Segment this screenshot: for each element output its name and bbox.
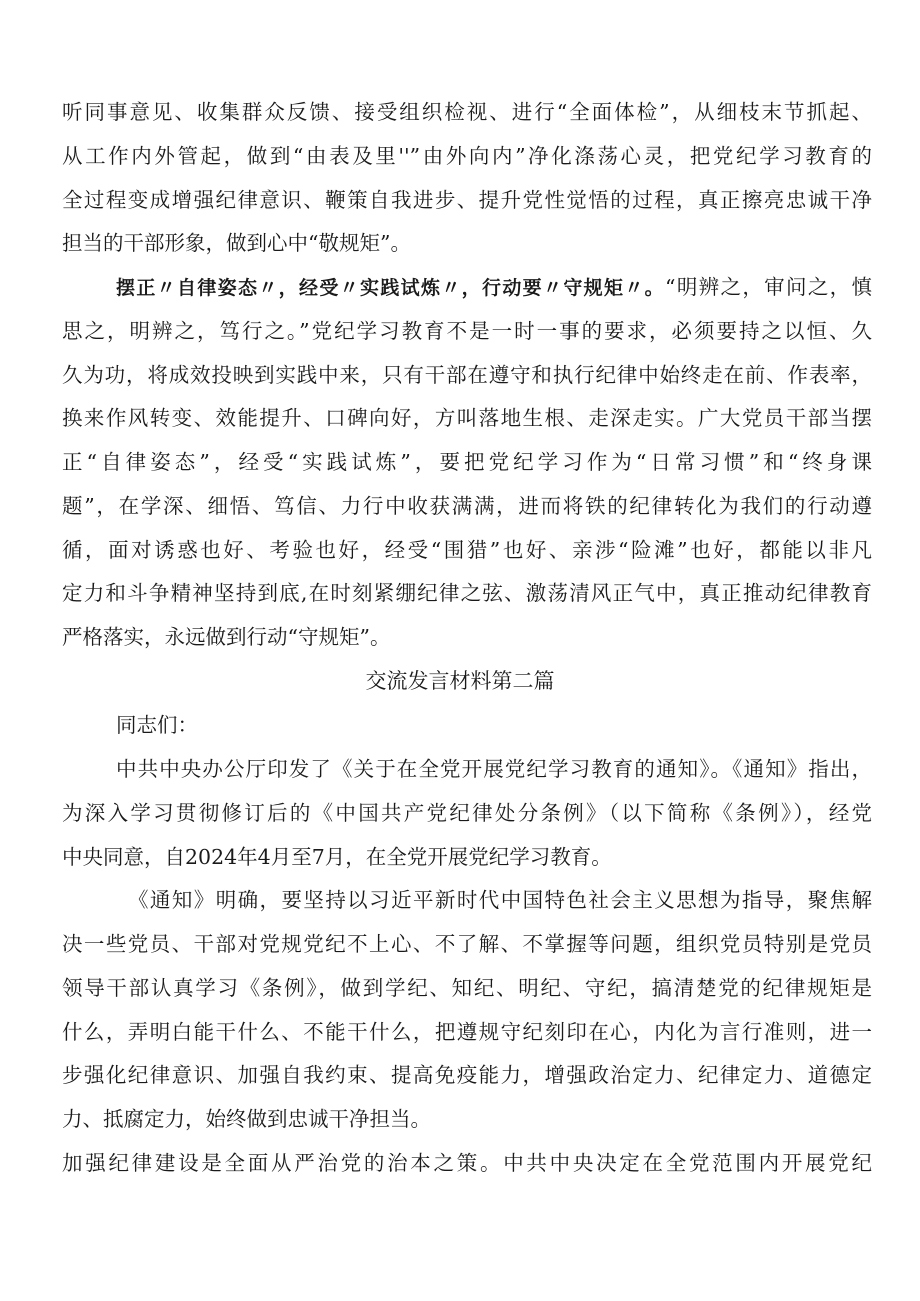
text-line: 《通知》明确，要坚持以习近平新时代中国特色社会主义思想为指导，聚焦解 — [128, 888, 872, 912]
text-line: 领导干部认真学习《条例》，做到学纪、知纪、明纪、守纪，搞清楚党的纪律规矩是 — [62, 976, 872, 1000]
text-line: 决一些党员、干部对党规党纪不上心、不了解、不掌握等问题，组织党员特别是党员 — [62, 932, 872, 956]
text-line: 听同事意见、收集群众反馈、接受组织检视、进行“全面体检”，从细枝末节抓起、 — [62, 100, 872, 124]
lead-rest-text: “明辨之，审问之，慎 — [665, 275, 872, 299]
text-line: 严格落实，永远做到行动“守规矩”。 — [62, 625, 391, 649]
text-line: 步强化纪律意识、加强自我约束、提高免疫能力，增强政治定力、纪律定力、道德定 — [62, 1063, 872, 1087]
greeting: 同志们： — [116, 713, 198, 737]
text-line: 加强纪律建设是全面从严治党的治本之策。中共中央决定在全党范围内开展党纪 — [62, 1151, 872, 1175]
text-line: 力、抵腐定力，始终做到忠诚干净担当。 — [62, 1107, 431, 1131]
text-line: 担当的干部形象，做到心中“敬规矩”。 — [62, 231, 411, 255]
text-line: 中央同意，自2024年4月至7月，在全党开展党纪学习教育。 — [62, 845, 612, 869]
text-line: 久为功，将成效投映到实践中来，只有干部在遵守和执行纪律中始终走在前、作表率， — [62, 363, 872, 387]
text-line: 换来作风转变、效能提升、口碑向好，方叫落地生根、走深走实。广大党员干部当摆 — [62, 406, 872, 430]
text-line: 为深入学习贯彻修订后的《中国共产党纪律处分条例》（以下简称《条例》），经党 — [62, 801, 872, 825]
text-line: 中共中央办公厅印发了《关于在全党开展党纪学习教育的通知》。《通知》指出， — [116, 757, 872, 781]
text-line: 正“自律姿态”，经受“实践试炼”，要把党纪学习作为“日常习惯”和“终身课 — [62, 450, 872, 474]
text-line: 思之，明辨之，笃行之。”党纪学习教育不是一时一事的要求，必须要持之以恒、久 — [62, 319, 872, 343]
bold-lead-text: 摆正〃自律姿态〃，经受〃实践试炼〃，行动要〃守规矩〃。 — [116, 277, 666, 299]
paragraph-lead-line — [116, 273, 872, 302]
section-heading: 交流发言材料第二篇 — [365, 669, 555, 693]
text-line: 题”，在学深、细悟、笃信、力行中收获满满，进而将铁的纪律转化为我们的行动遵 — [62, 494, 872, 518]
text-line: 循，面对诱惑也好、考验也好，经受“围猎”也好、亲涉“险滩”也好，都能以非凡 — [62, 538, 872, 562]
text-line: 什么，弄明白能干什么、不能干什么，把遵规守纪刻印在心，内化为言行准则，进一 — [62, 1020, 872, 1044]
text-line: 从工作内外管起，做到“由表及里''”由外向内”净化涤荡心灵，把党纪学习教育的 — [62, 144, 872, 168]
text-line: 全过程变成增强纪律意识、鞭策自我进步、提升党性觉悟的过程，真正擦亮忠诚干净 — [62, 188, 872, 212]
text-line: 定力和斗争精神坚持到底,在时刻紧绷纪律之弦、激荡清风正气中，真正推动纪律教育 — [62, 581, 872, 605]
